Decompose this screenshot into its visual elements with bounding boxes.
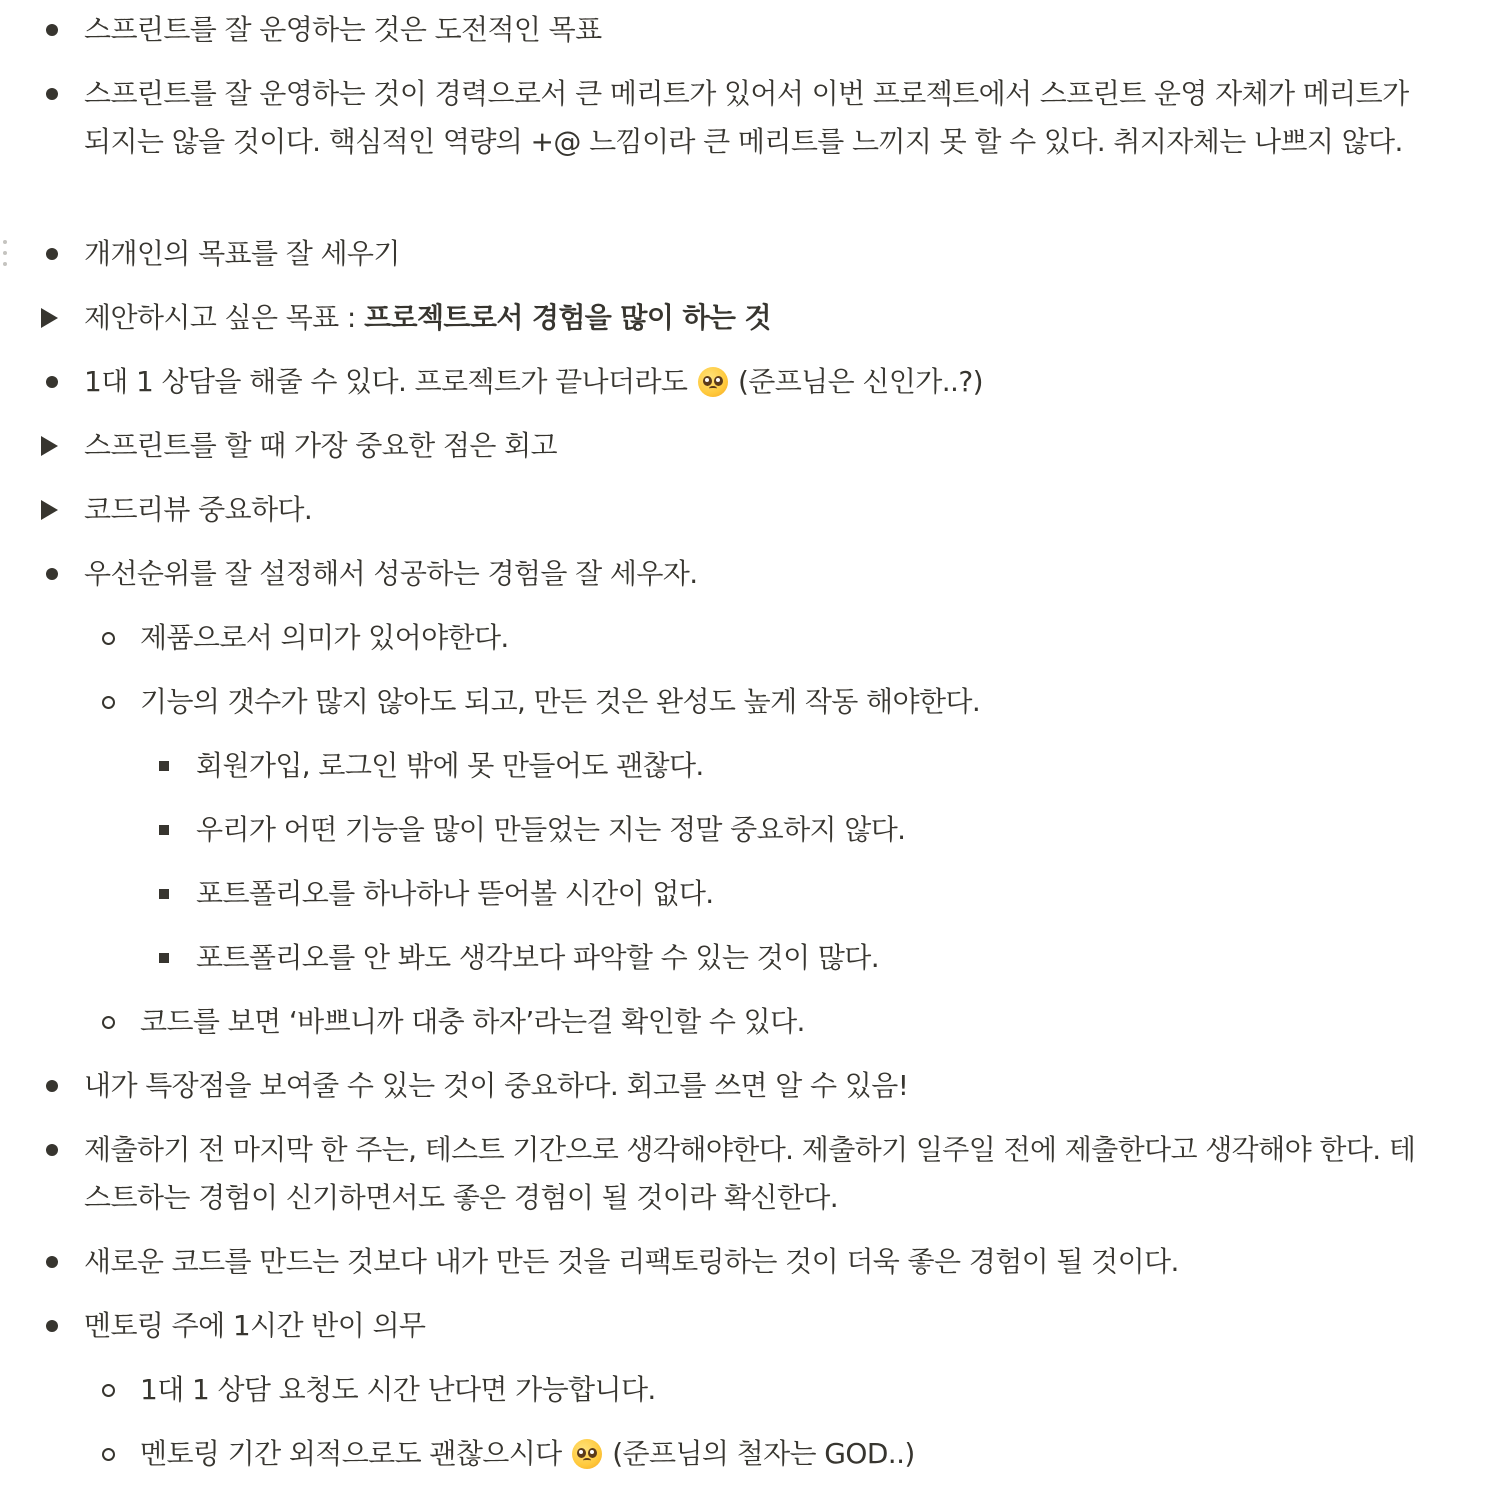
toggle-triangle-icon[interactable] [41, 436, 58, 456]
bullet-square-icon [159, 889, 169, 899]
toggle-text [84, 294, 771, 342]
bullet-disc-icon [46, 1320, 58, 1332]
pleading-face-icon [572, 1439, 602, 1469]
sub-sub-bullet-text: 포트폴리오를 하나하나 뜯어볼 시간이 없다. [196, 877, 714, 910]
sub-bullet-text-before: 멘토링 기간 외적으로도 괜찮으시다 [140, 1437, 570, 1470]
bullet-disc-icon [46, 1144, 58, 1156]
bullet-disc-icon [46, 1080, 58, 1092]
bullet-text: 스프린트를 잘 운영하는 것은 도전적인 목표 [84, 13, 602, 46]
toggle-triangle-icon[interactable] [41, 500, 58, 520]
bullet-text-after: (준프님은 신인가..?) [729, 365, 983, 398]
toggle-text: 코드리뷰 중요하다. [84, 493, 313, 526]
toggle-text: 스프린트를 할 때 가장 중요한 점은 회고 [84, 429, 557, 462]
bullet-text [84, 358, 983, 406]
bullet-disc-icon [46, 1256, 58, 1268]
toggle-text-bold: 프로젝트로서 경험을 많이 하는 것 [364, 301, 771, 334]
sub-bullet-text: 기능의 갯수가 많지 않아도 되고, 만든 것은 완성도 높게 작동 해야한다. [140, 685, 981, 718]
sub-sub-bullet-text: 우리가 어떤 기능을 많이 만들었는 지는 정말 중요하지 않다. [196, 813, 906, 846]
bullet-disc-icon [46, 88, 58, 100]
bullet-text: 새로운 코드를 만드는 것보다 내가 만든 것을 리팩토링하는 것이 더욱 좋은 경험이 될 것이다. [84, 1245, 1179, 1278]
sub-sub-bullet-text: 포트폴리오를 안 봐도 생각보다 파악할 수 있는 것이 많다. [196, 941, 880, 974]
bullet-text: 멘토링 주에 1시간 반이 의무 [84, 1309, 426, 1342]
sub-bullet-text [140, 1430, 915, 1478]
bullet-square-icon [159, 761, 169, 771]
bullet-text: 개개인의 목표를 잘 세우기 [84, 237, 400, 270]
bullet-circle-icon [102, 696, 115, 709]
bullet-disc-icon [46, 248, 58, 260]
bullet-disc-icon [46, 24, 58, 36]
sub-sub-bullet-text: 회원가입, 로그인 밖에 못 만들어도 괜찮다. [196, 749, 704, 782]
pleading-face-icon [698, 367, 728, 397]
sub-bullet-text-after: (준프님의 철자는 GOD..) [603, 1437, 915, 1470]
sub-bullet-text: 1대 1 상담 요청도 시간 난다면 가능합니다. [140, 1373, 656, 1406]
bullet-square-icon [159, 953, 169, 963]
bullet-circle-icon [102, 1016, 115, 1029]
bullet-circle-icon [102, 1448, 115, 1461]
bullet-circle-icon [102, 632, 115, 645]
sub-bullet-text: 제품으로서 의미가 있어야한다. [140, 621, 509, 654]
bullet-circle-icon [102, 1384, 115, 1397]
bullet-text: 우선순위를 잘 설정해서 성공하는 경험을 잘 세우자. [84, 557, 698, 590]
toggle-triangle-icon[interactable] [41, 308, 58, 328]
bullet-disc-icon [46, 568, 58, 580]
drag-handle-icon[interactable] [3, 238, 11, 270]
sub-bullet-text: 코드를 보면 ‘바쁘니까 대충 하자’라는걸 확인할 수 있다. [140, 1005, 805, 1038]
bullet-text-before: 1대 1 상담을 해줄 수 있다. 프로젝트가 끝나더라도 [84, 365, 696, 398]
bullet-text: 내가 특장점을 보여줄 수 있는 것이 중요하다. 회고를 쓰면 알 수 있음! [84, 1069, 909, 1102]
bullet-text: 제출하기 전 마지막 한 주는, 테스트 기간으로 생각해야한다. 제출하기 일주일 전에 제출한다고 생각해야 한다. 테스트하는 경험이 신기하면서도 좋은 경험이 될 것이라 확신한다. [84, 1133, 1416, 1214]
bullet-square-icon [159, 825, 169, 835]
bullet-disc-icon [46, 376, 58, 388]
bullet-text: 스프린트를 잘 운영하는 것이 경력으로서 큰 메리트가 있어서 이번 프로젝트에서 스프린트 운영 자체가 메리트가 되지는 않을 것이다. 핵심적인 역량의 +@ 느낌이라 큰 메리트를 느끼지 못 할 수 있다. 취지자체는 나쁘지 않다. [84, 77, 1409, 158]
toggle-text-prefix: 제안하시고 싶은 목표 : [84, 301, 365, 334]
